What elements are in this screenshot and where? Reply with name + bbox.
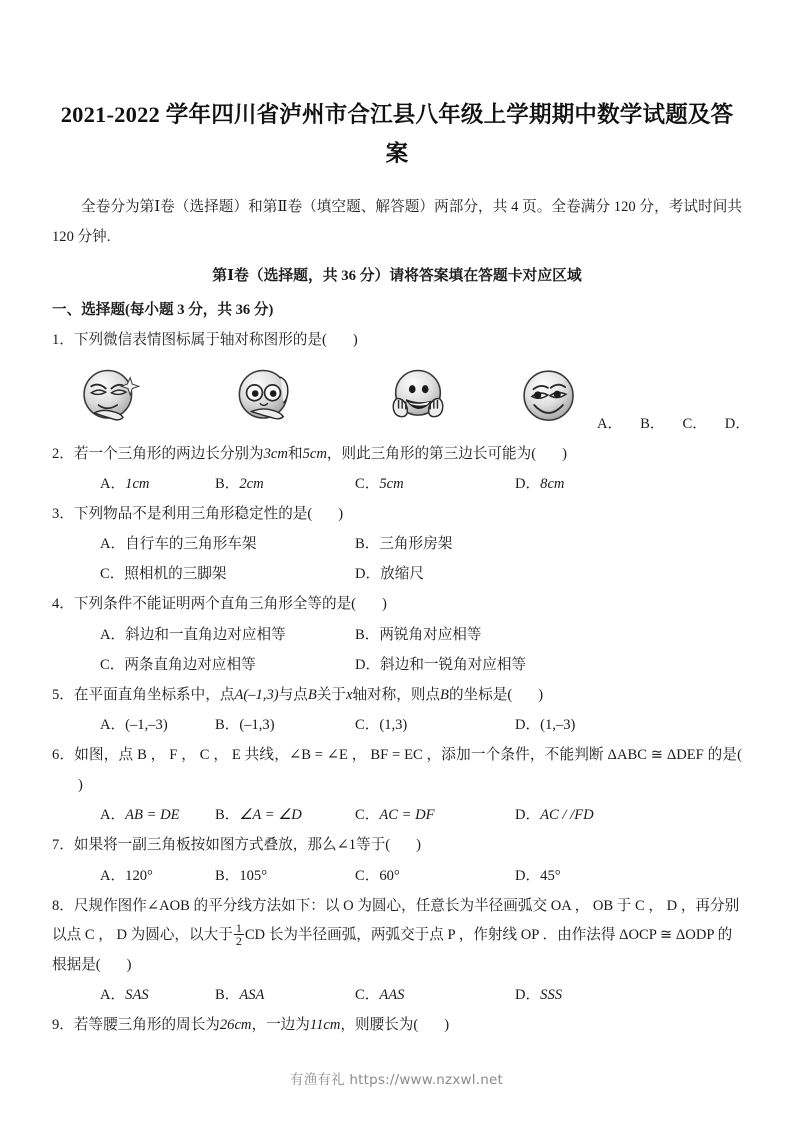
question-5-stem: 5．在平面直角坐标系中，点A(–1,3)与点B关于x轴对称，则点B的坐标是( )	[52, 686, 544, 703]
option-a[interactable]: A．斜边和一直角边对应相等	[100, 626, 286, 643]
option-b[interactable]: B．∠A = ∠D	[215, 807, 302, 824]
question-3	[52, 500, 742, 589]
option-c[interactable]: C．照相机的三脚架	[100, 566, 227, 583]
question-8	[52, 892, 742, 1010]
option-d[interactable]: D．放缩尺	[355, 566, 424, 583]
question-4-stem: 4．下列条件不能证明两个直角三角形全等的是( )	[52, 596, 387, 613]
question-6	[52, 741, 742, 830]
laughing-face-emoji	[382, 364, 454, 436]
question-3-stem: 3．下列物品不是利用三角形稳定性的是( )	[52, 505, 344, 522]
question-1-stem-text: 1．下列微信表情图标属于轴对称图形的是(	[52, 332, 327, 349]
q2-math-2: 5cm	[302, 445, 327, 462]
page-content	[52, 96, 750, 1041]
question-6-stem: 6．如图，点 B ， F ， C ， E 共线，∠B = ∠E ， BF = EC ，添加一个条件，不能判断 ΔABC ≅ ΔDEF 的是()	[52, 747, 742, 793]
fraction-one-half: $\frac{1}{2}$	[235, 920, 242, 949]
option-d[interactable]: D．斜边和一锐角对应相等	[355, 656, 527, 673]
option-label-b[interactable]: B．	[640, 415, 665, 432]
question-6-options	[52, 800, 742, 830]
section-banner: 第Ⅰ卷（选择题，共 36 分）请将答案填在答题卡对应区域	[212, 267, 582, 284]
option-b[interactable]: B．三角形房架	[355, 536, 453, 553]
question-8-options	[52, 980, 742, 1010]
option-d[interactable]: D．45°	[515, 867, 561, 884]
question-5	[52, 681, 742, 740]
q2-math-1: 3cm	[263, 445, 288, 462]
question-3-options-row-2	[52, 559, 742, 589]
option-c[interactable]: C．AAS	[355, 987, 405, 1004]
question-2-options	[52, 469, 742, 499]
option-a[interactable]: A．1cm	[100, 475, 150, 492]
option-c[interactable]: C．(1,3)	[355, 717, 408, 734]
option-b[interactable]: B．105°	[215, 867, 268, 884]
question-7-options	[52, 861, 742, 891]
question-3-options-row-1	[52, 529, 742, 559]
option-a[interactable]: A．120°	[100, 867, 153, 884]
question-1-stem	[52, 326, 742, 355]
option-c[interactable]: C．AC = DF	[355, 807, 435, 824]
question-1-paren-close: )	[352, 332, 358, 349]
footer-watermark: 有渔有礼 https://www.nzxwl.net	[290, 1072, 503, 1088]
question-1-emoji-row	[52, 362, 750, 438]
question-8-line-1: 8．尺规作图作∠AOB 的平分线方法如下：以 O 为圆心，任意长为半径画弧交 OA ， OB 于 C ， D ，再分别	[52, 897, 740, 914]
option-label-d[interactable]: D．	[724, 415, 750, 432]
option-c[interactable]: C．5cm	[355, 475, 404, 492]
page-title: 2021-2022 学年四川省泸州市合江县八年级上学期期中数学试题及答案	[60, 102, 734, 166]
question-4-options-row-2	[52, 650, 742, 680]
option-b[interactable]: B．两锐角对应相等	[355, 626, 482, 643]
part-heading-choice: 一、选择题(每小题 3 分，共 36 分)	[52, 301, 274, 318]
question-2	[52, 440, 742, 499]
option-d[interactable]: D．(1,–3)	[515, 717, 576, 734]
option-c[interactable]: C．两条直角边对应相等	[100, 656, 256, 673]
question-7	[52, 831, 742, 890]
option-b[interactable]: B．(–1,3)	[215, 717, 275, 734]
option-d[interactable]: D．AC / /FD	[515, 807, 594, 824]
question-7-stem: 7．如果将一副三角板按如图方式叠放，那么∠1等于( )	[52, 837, 422, 854]
option-a[interactable]: A．SAS	[100, 987, 149, 1004]
question-4	[52, 590, 742, 679]
question-5-options	[52, 710, 742, 740]
question-1	[52, 326, 750, 437]
option-d[interactable]: D．8cm	[515, 475, 565, 492]
intro-paragraph: 全卷分为第Ⅰ卷（选择题）和第Ⅱ卷（填空题、解答题）两部分，共 4 页。全卷满分 120 分，考试时间共 120 分钟.	[52, 199, 742, 245]
happy-smiling-face-emoji	[514, 364, 586, 436]
question-2-stem: 2．若一个三角形的两边长分别为3cm和5cm，则此三角形的第三边长可能为( )	[52, 445, 567, 462]
option-b[interactable]: B．2cm	[215, 475, 264, 492]
smirking-face-emoji	[74, 364, 146, 436]
option-c[interactable]: C．60°	[355, 867, 400, 884]
question-4-options-row-1	[52, 620, 742, 650]
option-a[interactable]: A．(–1,–3)	[100, 717, 168, 734]
question-1-option-labels	[597, 410, 768, 439]
option-d[interactable]: D．SSS	[515, 987, 563, 1004]
option-label-a[interactable]: A．	[597, 415, 623, 432]
option-label-c[interactable]: C．	[682, 415, 707, 432]
option-a[interactable]: A．AB = DE	[100, 807, 180, 824]
question-8-line-3: 根据是( )	[52, 956, 132, 973]
option-b[interactable]: B．ASA	[215, 987, 265, 1004]
option-a[interactable]: A．自行车的三角形车架	[100, 536, 257, 553]
question-9	[52, 1011, 742, 1040]
question-8-line-2: 以点 C ， D 为圆心，以大于 $\frac{1}{2}$ CD 长为半径画弧，两弧交于点 P ，作射线 OP ．由作法得 ΔOCP ≅ ΔODP 的	[52, 920, 733, 949]
question-9-stem: 9．若等腰三角形的周长为26cm，一边为11cm，则腰长为( )	[52, 1017, 450, 1034]
surprised-face-emoji	[230, 364, 302, 436]
